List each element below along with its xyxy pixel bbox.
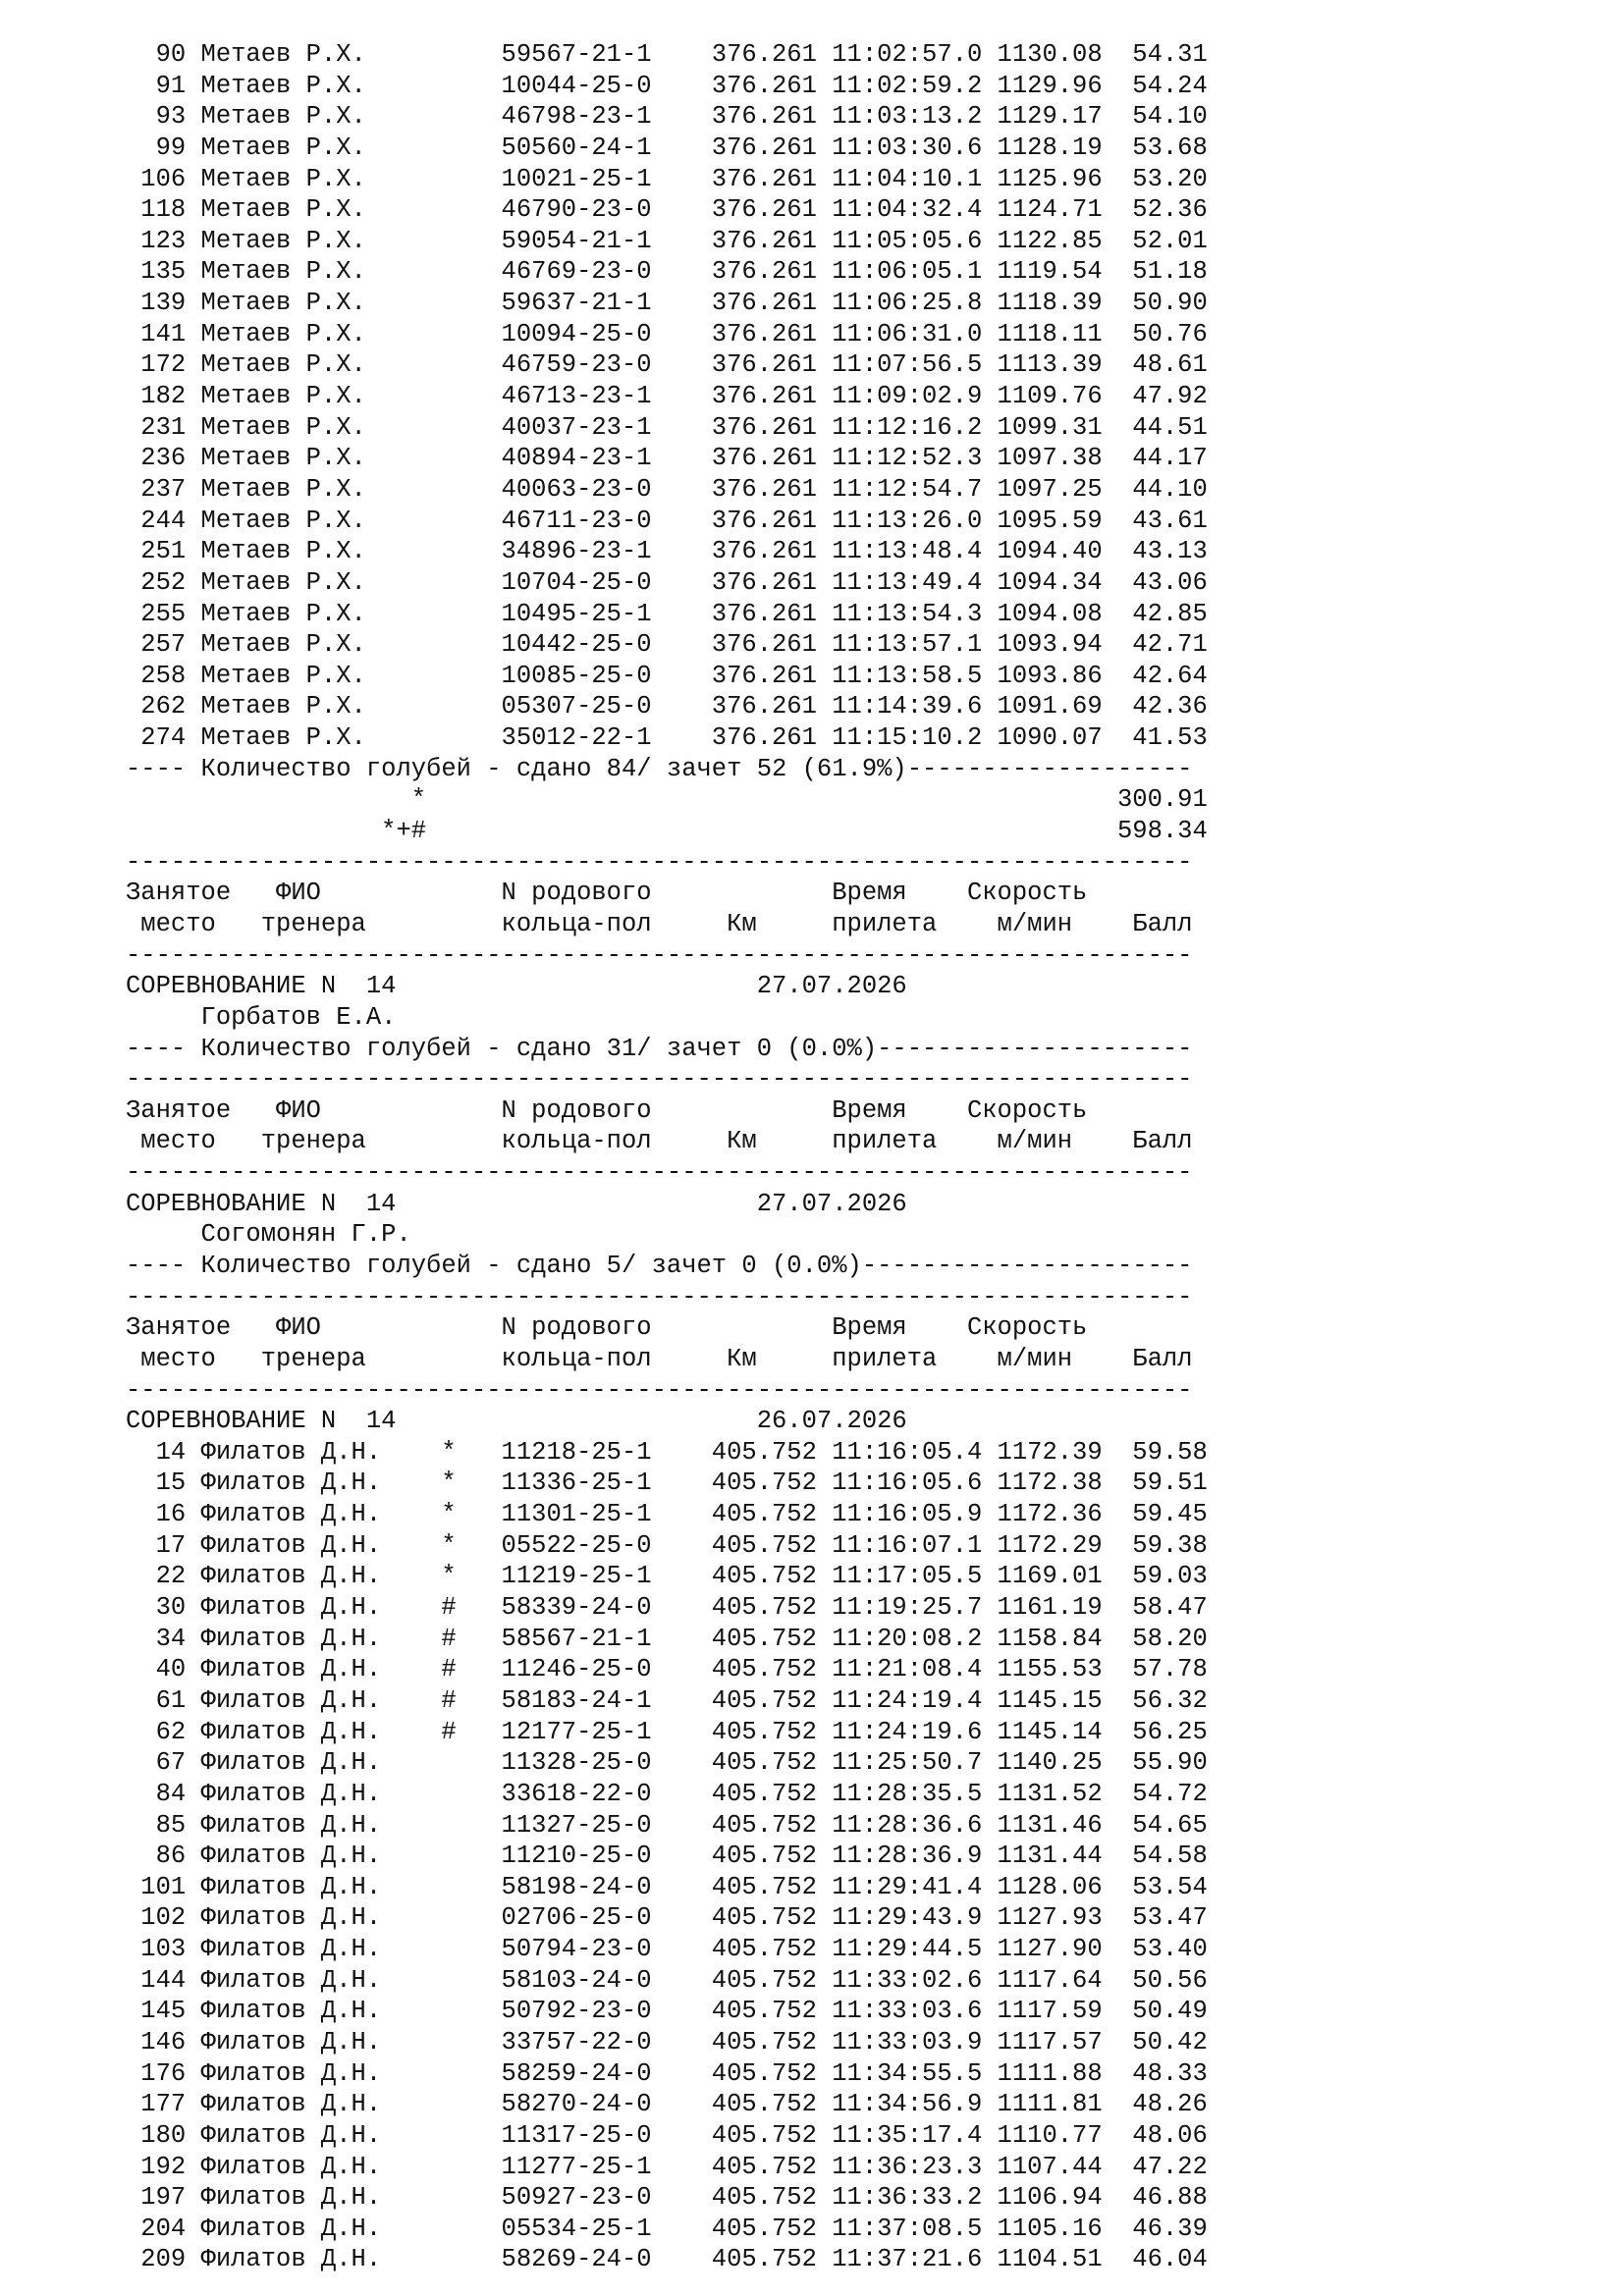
result-row: 85 Филатов Д.Н. 11327-25-0 405.752 11:28:36.6 1131.46 54.65 bbox=[126, 1810, 1208, 1840]
result-row: 102 Филатов Д.Н. 02706-25-0 405.752 11:29:43.9 1127.93 53.47 bbox=[126, 1903, 1208, 1933]
column-header: Занятое ФИО N родового Время Скорость bbox=[126, 1313, 1088, 1343]
result-row: 99 Метаев Р.Х. 50560-24-1 376.261 11:03:30.6 1128.19 53.68 bbox=[126, 133, 1208, 162]
text-line: *+# 598.34 bbox=[126, 817, 1208, 846]
result-row: 237 Метаев Р.Х. 40063-23-0 376.261 11:12:54.7 1097.25 44.10 bbox=[126, 474, 1208, 504]
result-row: 15 Филатов Д.Н. * 11336-25-1 405.752 11:16:05.6 1172.38 59.51 bbox=[126, 1468, 1208, 1498]
column-header: место тренера кольца-пол Км прилета м/мин Балл bbox=[126, 1127, 1193, 1156]
separator-line: ----------------------------------------------------------------------- bbox=[126, 1158, 1193, 1188]
result-row: 182 Метаев Р.Х. 46713-23-1 376.261 11:09:02.9 1109.76 47.92 bbox=[126, 382, 1208, 411]
result-row: 16 Филатов Д.Н. * 11301-25-1 405.752 11:16:05.9 1172.36 59.45 bbox=[126, 1500, 1208, 1529]
competition-header: СОРЕВНОВАНИЕ N 14 27.07.2026 bbox=[126, 1189, 907, 1218]
result-row: 197 Филатов Д.Н. 50927-23-0 405.752 11:36:33.2 1106.94 46.88 bbox=[126, 2183, 1208, 2213]
competition-header: СОРЕВНОВАНИЕ N 14 27.07.2026 bbox=[126, 972, 907, 1001]
result-row: 103 Филатов Д.Н. 50794-23-0 405.752 11:29:44.5 1127.90 53.40 bbox=[126, 1935, 1208, 1964]
result-row: 192 Филатов Д.Н. 11277-25-1 405.752 11:36:23.3 1107.44 47.22 bbox=[126, 2152, 1208, 2181]
result-row: 204 Филатов Д.Н. 05534-25-1 405.752 11:37:08.5 1105.16 46.39 bbox=[126, 2214, 1208, 2243]
column-header: место тренера кольца-пол Км прилета м/мин Балл bbox=[126, 1344, 1193, 1373]
separator-line: ----------------------------------------------------------------------- bbox=[126, 1375, 1193, 1405]
result-row: 67 Филатов Д.Н. 11328-25-0 405.752 11:25:50.7 1140.25 55.90 bbox=[126, 1748, 1208, 1778]
result-row: 251 Метаев Р.Х. 34896-23-1 376.261 11:13:48.4 1094.40 43.13 bbox=[126, 537, 1208, 566]
result-row: 123 Метаев Р.Х. 59054-21-1 376.261 11:05:05.6 1122.85 52.01 bbox=[126, 226, 1208, 255]
result-row: 61 Филатов Д.Н. # 58183-24-1 405.752 11:24:19.4 1145.15 56.32 bbox=[126, 1685, 1208, 1715]
result-row: 84 Филатов Д.Н. 33618-22-0 405.752 11:28:35.5 1131.52 54.72 bbox=[126, 1779, 1208, 1808]
summary-line: ---- Количество голубей - сдано 31/ зачет 0 (0.0%)--------------------- bbox=[126, 1034, 1193, 1063]
result-row: 91 Метаев Р.Х. 10044-25-0 376.261 11:02:59.2 1129.96 54.24 bbox=[126, 71, 1208, 100]
result-row: 90 Метаев Р.Х. 59567-21-1 376.261 11:02:57.0 1130.08 54.31 bbox=[126, 40, 1208, 69]
separator-line: ----------------------------------------------------------------------- bbox=[126, 847, 1193, 877]
column-header: место тренера кольца-пол Км прилета м/мин Балл bbox=[126, 909, 1193, 938]
result-row: 209 Филатов Д.Н. 58269-24-0 405.752 11:37:21.6 1104.51 46.04 bbox=[126, 2245, 1208, 2274]
result-row: 62 Филатов Д.Н. # 12177-25-1 405.752 11:24:19.6 1145.14 56.25 bbox=[126, 1717, 1208, 1746]
result-row: 106 Метаев Р.Х. 10021-25-1 376.261 11:04:10.1 1125.96 53.20 bbox=[126, 164, 1208, 193]
separator-line: ----------------------------------------------------------------------- bbox=[126, 940, 1193, 970]
result-row: 144 Филатов Д.Н. 58103-24-0 405.752 11:33:02.6 1117.64 50.56 bbox=[126, 1965, 1208, 1995]
summary-line: ---- Количество голубей - сдано 84/ зачет 52 (61.9%)------------------- bbox=[126, 754, 1193, 783]
column-header: Занятое ФИО N родового Время Скорость bbox=[126, 1095, 1088, 1125]
result-row: 86 Филатов Д.Н. 11210-25-0 405.752 11:28:36.9 1131.44 54.58 bbox=[126, 1842, 1208, 1871]
result-row: 180 Филатов Д.Н. 11317-25-0 405.752 11:35:17.4 1110.77 48.06 bbox=[126, 2120, 1208, 2150]
result-row: 145 Филатов Д.Н. 50792-23-0 405.752 11:33:03.6 1117.59 50.49 bbox=[126, 1997, 1208, 2026]
result-row: 257 Метаев Р.Х. 10442-25-0 376.261 11:13:57.1 1093.94 42.71 bbox=[126, 630, 1208, 660]
separator-line: ----------------------------------------------------------------------- bbox=[126, 1065, 1193, 1095]
result-row: 14 Филатов Д.Н. * 11218-25-1 405.752 11:16:05.4 1172.39 59.58 bbox=[126, 1437, 1208, 1467]
result-row: 146 Филатов Д.Н. 33757-22-0 405.752 11:33:03.9 1117.57 50.42 bbox=[126, 2028, 1208, 2056]
result-row: 30 Филатов Д.Н. # 58339-24-0 405.752 11:19:25.7 1161.19 58.47 bbox=[126, 1593, 1208, 1623]
result-row: 236 Метаев Р.Х. 40894-23-1 376.261 11:12:52.3 1097.38 44.17 bbox=[126, 444, 1208, 473]
result-row: 172 Метаев Р.Х. 46759-23-0 376.261 11:07:56.5 1113.39 48.61 bbox=[126, 350, 1208, 380]
result-row: 17 Филатов Д.Н. * 05522-25-0 405.752 11:16:07.1 1172.29 59.38 bbox=[126, 1530, 1208, 1560]
result-row: 22 Филатов Д.Н. * 11219-25-1 405.752 11:17:05.5 1169.01 59.03 bbox=[126, 1562, 1208, 1591]
result-row: 274 Метаев Р.Х. 35012-22-1 376.261 11:15:10.2 1090.07 41.53 bbox=[126, 723, 1208, 753]
result-row: 262 Метаев Р.Х. 05307-25-0 376.261 11:14:39.6 1091.69 42.36 bbox=[126, 692, 1208, 721]
results-printout bbox=[126, 39, 1208, 2275]
result-row: 231 Метаев Р.Х. 40037-23-1 376.261 11:12:16.2 1099.31 44.51 bbox=[126, 412, 1208, 442]
result-row: 252 Метаев Р.Х. 10704-25-0 376.261 11:13:49.4 1094.34 43.06 bbox=[126, 567, 1208, 597]
result-row: 34 Филатов Д.Н. # 58567-21-1 405.752 11:20:08.2 1158.84 58.20 bbox=[126, 1624, 1208, 1653]
result-row: 118 Метаев Р.Х. 46790-23-0 376.261 11:04:32.4 1124.71 52.36 bbox=[126, 195, 1208, 225]
text-line: Горбатов Е.А. bbox=[126, 1002, 397, 1032]
result-row: 141 Метаев Р.Х. 10094-25-0 376.261 11:06:31.0 1118.11 50.76 bbox=[126, 319, 1208, 348]
text-line: Согомонян Г.Р. bbox=[126, 1220, 411, 1250]
result-row: 40 Филатов Д.Н. # 11246-25-0 405.752 11:21:08.4 1155.53 57.78 bbox=[126, 1655, 1208, 1684]
result-row: 176 Филатов Д.Н. 58259-24-0 405.752 11:34:55.5 1111.88 48.33 bbox=[126, 2058, 1208, 2088]
result-row: 255 Метаев Р.Х. 10495-25-1 376.261 11:13:54.3 1094.08 42.85 bbox=[126, 599, 1208, 628]
text-line: * 300.91 bbox=[126, 785, 1208, 815]
separator-line: ----------------------------------------------------------------------- bbox=[126, 1282, 1193, 1311]
result-row: 135 Метаев Р.Х. 46769-23-0 376.261 11:06:05.1 1119.54 51.18 bbox=[126, 257, 1208, 287]
competition-header: СОРЕВНОВАНИЕ N 14 26.07.2026 bbox=[126, 1407, 907, 1436]
column-header: Занятое ФИО N родового Время Скорость bbox=[126, 879, 1088, 908]
result-row: 101 Филатов Д.Н. 58198-24-0 405.752 11:29:41.4 1128.06 53.54 bbox=[126, 1872, 1208, 1901]
result-row: 139 Метаев Р.Х. 59637-21-1 376.261 11:06:25.8 1118.39 50.90 bbox=[126, 289, 1208, 318]
summary-line: ---- Количество голубей - сдано 5/ зачет 0 (0.0%)---------------------- bbox=[126, 1251, 1193, 1280]
result-row: 244 Метаев Р.Х. 46711-23-0 376.261 11:13:26.0 1095.59 43.61 bbox=[126, 506, 1208, 535]
result-row: 258 Метаев Р.Х. 10085-25-0 376.261 11:13:58.5 1093.86 42.64 bbox=[126, 661, 1208, 690]
result-row: 93 Метаев Р.Х. 46798-23-1 376.261 11:03:13.2 1129.17 54.10 bbox=[126, 102, 1208, 132]
result-row: 177 Филатов Д.Н. 58270-24-0 405.752 11:34:56.9 1111.81 48.26 bbox=[126, 2090, 1208, 2119]
